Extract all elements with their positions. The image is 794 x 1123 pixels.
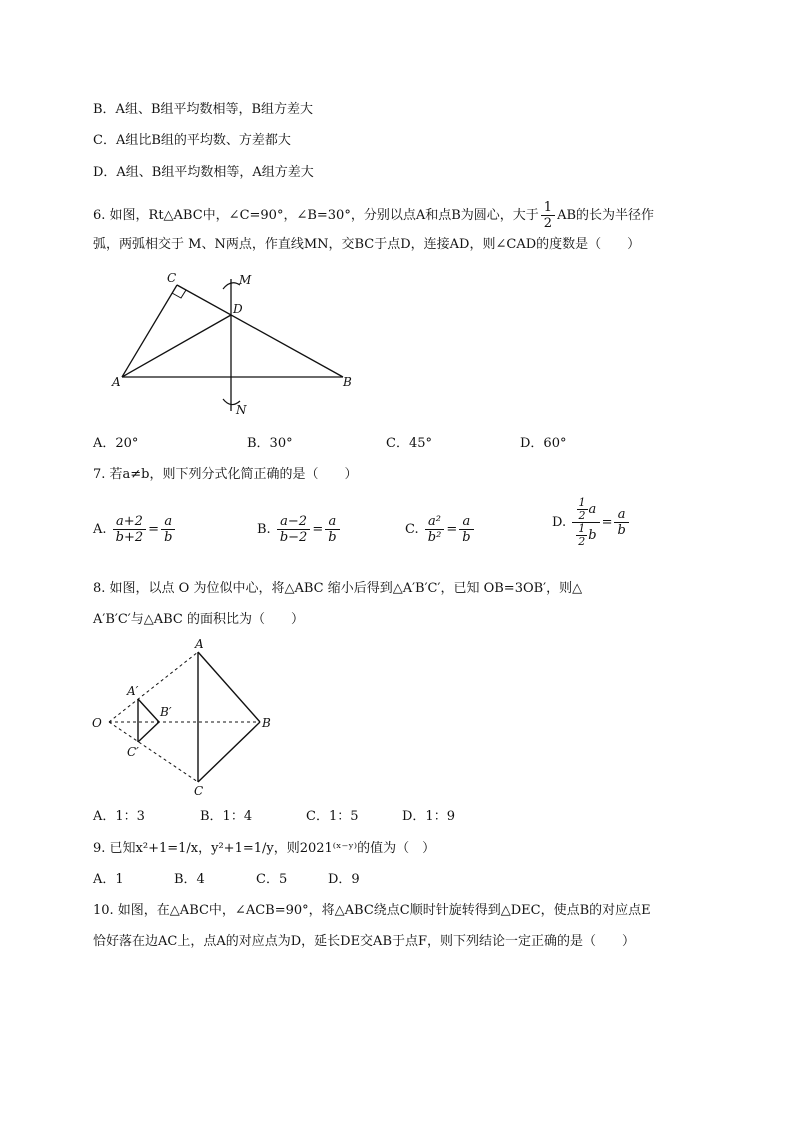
q8-segment-b1c1 [138,722,159,742]
q8-option-a: A．1：3 [93,809,145,824]
q7-option-b [257,514,342,545]
q7-d-den-half-d: 2 [578,535,586,548]
q7-d-num-half [577,497,588,522]
q7-c-lhs [425,514,445,545]
q7-option-a [93,514,177,545]
q7-stem: 7. 若a≠b，则下列分式化简正确的是（ ） [93,467,358,482]
q8-segment-bc [198,722,260,782]
q6-label-n: N [236,403,247,417]
q8-stem-line2: A′B′C′与△ABC 的面积比为（ ） [93,612,305,627]
q7-a-lhs [113,514,147,545]
q7-d-rhs-den: b [617,523,626,538]
q7-d-num [572,497,599,523]
q7-b-rhs [325,514,339,545]
q7-a-den: b+2 [115,530,144,545]
q7-c-rhs-den: b [462,530,471,545]
q8-option-b: B．1：4 [200,809,253,824]
q6-label-m: M [239,273,252,287]
q8-segment-a1b1 [138,699,159,722]
q10-stem-line1: 10. 如图，在△ABC中，∠ACB=90°，将△ABC绕点C顺时针旋转得到△DEC，使点B的对应点E [93,903,651,918]
q8-label-b: B [262,716,271,730]
q7-c-rhs-num: a [459,514,473,530]
q6-segment-ac [122,285,177,377]
q9-option-d: D．9 [328,872,360,887]
q7-d-num-var: a [588,502,597,517]
q6-figure [100,265,370,420]
q6-label-d: D [233,302,243,316]
q8-label-c: C [194,784,204,798]
q7-c-num: a² [425,514,445,530]
q7-a-num: a+2 [113,514,147,530]
q7-b-eq: = [312,522,324,537]
q7-d-den [572,523,599,548]
q7-b-rhs-den: b [328,530,337,545]
q5-option-c: C．A组比B组的平均数、方差都大 [93,133,291,148]
q8-label-a: A [195,637,204,651]
q9-option-b: B．4 [174,872,205,887]
q6-half-den: 2 [543,216,553,231]
q7-d-eq: = [601,515,613,530]
q7-d-den-half-n: 1 [578,522,586,535]
q7-c-den: b² [427,530,442,545]
q6-option-d: D．60° [520,436,567,451]
q7-a-rhs-num: a [161,514,175,530]
q7-a-label: A. [93,522,107,537]
q6-label-c: C [167,271,177,285]
q6-stem-post: AB的长为半径作 [557,208,655,223]
q6-stem-line2: 弧，两弧相交于 M、N两点，作直线MN，交BC于点D，连接AD，则∠CAD的度数是（ ） [93,237,641,252]
q8-ray-oc [109,722,198,782]
q8-stem-line1: 8. 如图，以点 O 为位似中心，将△ABC 缩小后得到△A′B′C′，已知 OB=3OB′，则△ [93,581,583,596]
q6-stem-line1 [93,200,654,231]
q7-option-d [552,497,631,548]
q5-option-b: B．A组、B组平均数相等，B组方差大 [93,102,314,117]
q7-d-rhs-num: a [614,507,628,523]
q10-stem-line2: 恰好落在边AC上，点A的对应点为D，延长DE交AB于点F，则下列结论一定正确的是（ ） [93,934,636,949]
q6-option-b: B．30° [247,436,293,451]
q5-option-d: D．A组、B组平均数相等，A组方差大 [93,165,314,180]
q8-label-b1: B′ [160,705,172,719]
q7-c-eq: = [446,522,458,537]
q7-b-rhs-num: a [325,514,339,530]
q7-d-den-var: b [588,528,597,543]
q8-figure [88,636,278,801]
q8-option-d: D．1：9 [402,809,455,824]
q7-d-num-half-n: 1 [578,496,586,509]
q6-half-fraction [541,200,555,231]
q9-option-a: A．1 [93,872,124,887]
q7-b-lhs [277,514,311,545]
q6-option-a: A．20° [93,436,139,451]
q8-label-a1: A′ [127,684,139,698]
q7-b-num: a−2 [277,514,311,530]
q6-label-a: A [112,375,121,389]
q9-stem: 9. 已知x²+1=1/x，y²+1=1/y，则2021⁽ˣ⁻ʸ⁾的值为（ ） [93,841,436,856]
q7-c-label: C. [405,522,419,537]
q7-b-label: B. [257,522,271,537]
q7-d-num-half-d: 2 [578,509,586,522]
q6-stem-pre: 6. 如图，Rt△ABC中，∠C=90°，∠B=30°，分别以点A和点B为圆心，大于 [93,208,539,223]
q7-option-c [405,514,476,545]
q6-label-b: B [343,375,352,389]
q8-segment-ab [198,652,260,722]
q8-option-c: C．1：5 [306,809,359,824]
q8-ray-oa [109,652,198,722]
q7-d-den-half [576,523,587,548]
q6-option-c: C．45° [386,436,432,451]
q7-d-lhs [572,497,599,548]
q9-option-c: C．5 [256,872,288,887]
q6-segment-ad [122,315,231,377]
q6-right-angle-mark [172,285,186,298]
q8-label-c1: C′ [127,745,139,759]
q7-d-rhs [614,507,628,538]
q8-label-o: O [92,716,102,730]
q7-a-rhs [161,514,175,545]
q7-b-den: b−2 [279,530,308,545]
q7-c-rhs [459,514,473,545]
q6-half-num: 1 [541,200,555,216]
q7-a-rhs-den: b [164,530,173,545]
q7-d-label: D. [552,515,567,530]
q7-a-eq: = [148,522,160,537]
